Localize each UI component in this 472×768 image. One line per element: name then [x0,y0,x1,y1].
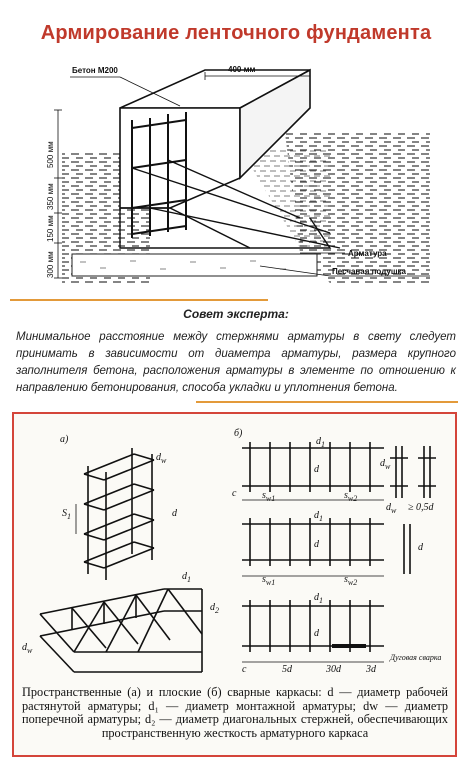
label-d2: $d_2$ [210,602,219,615]
tip-rule-top [10,299,268,301]
dim-150-label: 150 мм [46,215,55,242]
rebar-label: Арматура [348,249,387,258]
label-d1-b2: $d_1$ [314,510,323,523]
flat-cage-3 [242,600,384,652]
page-title: Армирование ленточного фундамента [40,22,432,44]
tip-title: Совет эксперта: [183,307,289,321]
width-label: 400 мм [228,65,256,74]
label-dw-b1: $d_w$ [380,458,391,471]
label-5d: 5d [282,664,292,675]
dim-300-label: 300 мм [46,251,55,278]
dim-350-label: 350 мм [46,183,55,210]
label-30d: 30d [326,664,341,675]
label-dw-side: $d_w$ [386,502,397,515]
spatial-cage-long [40,589,202,672]
tip-text: Минимальное расстояние между стержнями арматуры в свету следует принимать в зависимости от диаметра арматуры, размера крупного заполнителя бетона, расположения арматуры в элементе по отношению к направлению бетонирования, способа укладки и уплотнения бетона. [16,331,456,394]
label-c-1: c [232,488,237,499]
concrete-label: Бетон М200 [72,66,118,75]
label-d1-b1: $d_1$ [316,436,325,449]
label-b: б) [234,428,243,439]
label-d-b1: d [314,464,319,475]
welded-cages-diagram [14,414,455,684]
label-dw-long: $d_w$ [22,642,33,655]
spatial-cage-small [84,448,154,580]
label-s1: $S_1$ [62,508,71,521]
foundation-diagram [0,48,472,298]
side-detail [390,446,436,498]
label-d1-a: $d_1$ [182,571,191,584]
foundation-front [120,108,240,208]
label-sw1-1: $s_{w1}$ [262,490,276,503]
label-d-a: d [172,508,177,519]
sand-cushion [72,254,317,276]
label-a: а) [60,434,69,445]
label-d-b3: d [314,628,319,639]
label-d-b2: d [314,539,319,550]
label-arc-weld: Дуговая сварка [390,653,442,662]
label-3d: 3d [366,664,376,675]
figure-caption: Пространственные (а) и плоские (б) сварные каркасы: d — диаметр рабочей растянутой арматуры; d₁ — диаметр монтажной арматуры; dw — диаметр поперечной арматуры; d₂ — диаметр диагональных стержней, обеспечивающих пространственную жесткость арматурного каркаса [22,685,448,740]
label-c-3: c [242,664,247,675]
label-dw-a: $d_w$ [156,452,167,465]
label-05d: ≥ 0,5d [408,502,434,513]
sand-label: Песчаная подушка [332,267,406,276]
flat-cage-1 [242,442,384,492]
label-d-side2: d [418,542,423,553]
tip-rule-bottom [196,401,458,403]
label-sw2-1: $s_{w2}$ [344,490,358,503]
label-sw2-2: $s_{w2}$ [344,574,358,587]
label-d1-b3: $d_1$ [314,592,323,605]
dim-500-label: 500 мм [46,141,55,168]
flat-cage-2 [242,518,410,574]
label-sw1-2: $s_{w1}$ [262,574,276,587]
